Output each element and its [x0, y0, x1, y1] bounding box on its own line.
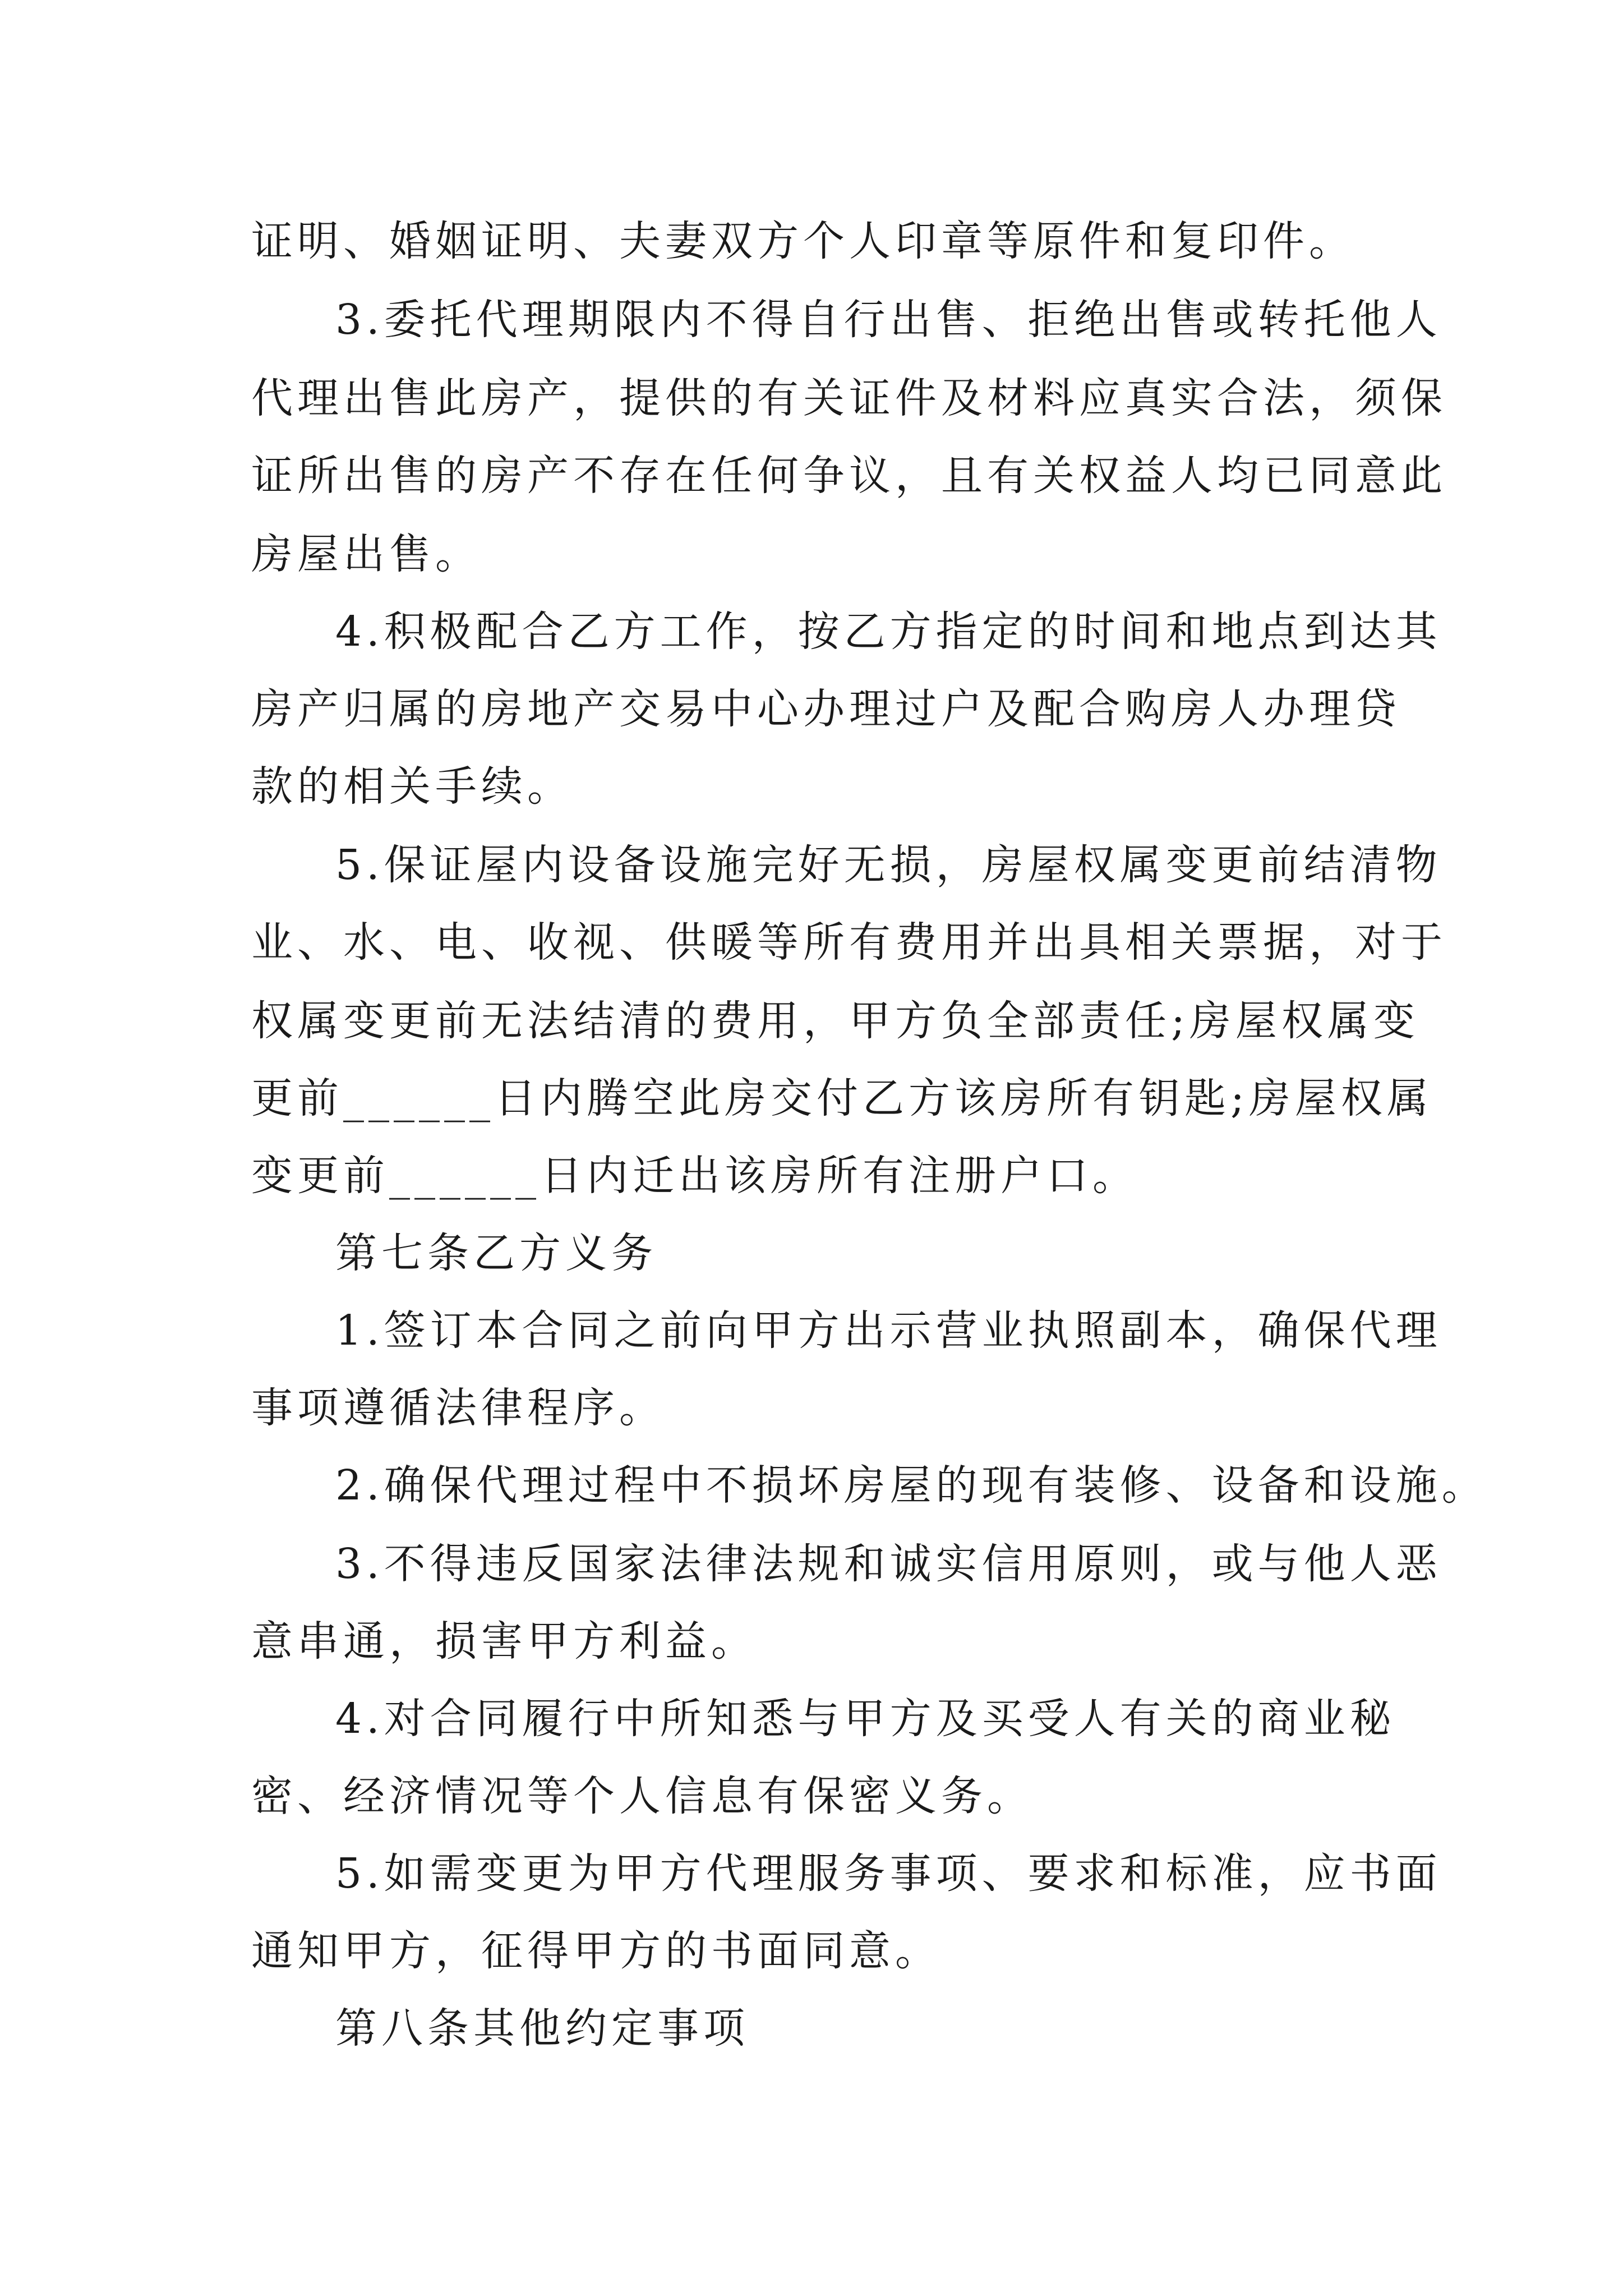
text-line: 代理出售此房产，提供的有关证件及材料应真实合法，须保	[251, 374, 1447, 422]
text-line: 2.确保代理过程中不损坏房屋的现有装修、设备和设施。	[335, 1461, 1488, 1510]
text-line: 4.积极配合乙方工作，按乙方指定的时间和地点到达其	[335, 608, 1442, 656]
text-line: 款的相关手续。	[251, 762, 573, 811]
text-line: 密、经济情况等个人信息有保密义务。	[251, 1772, 1033, 1820]
text-line: 事项遵循法律程序。	[251, 1384, 665, 1432]
text-line: 1.签订本合同之前向甲方出示营业执照副本，确保代理	[335, 1306, 1442, 1355]
text-line: 证所出售的房产不存在任何争议，且有关权益人均已同意此	[251, 452, 1447, 500]
text-line: 5.保证屋内设备设施完好无损，房屋权属变更前结清物	[335, 841, 1442, 889]
text-line: 权属变更前无法结清的费用，甲方负全部责任;房屋权属变	[251, 997, 1419, 1045]
text-line: 3.不得违反国家法律法规和诚实信用原则，或与他人恶	[335, 1540, 1442, 1588]
section-heading: 第八条其他约定事项	[335, 2004, 749, 2053]
text-line: 变更前______日内迁出该房所有注册户口。	[251, 1152, 1138, 1200]
text-line: 更前______日内腾空此房交付乙方该房所有钥匙;房屋权属	[251, 1074, 1433, 1122]
text-line: 房屋出售。	[251, 530, 481, 578]
text-line: 证明、婚姻证明、夫妻双方个人印章等原件和复印件。	[251, 217, 1355, 265]
text-line: 业、水、电、收视、供暖等所有费用并出具相关票据，对于	[251, 918, 1447, 967]
text-line: 意串通，损害甲方利益。	[251, 1617, 757, 1665]
text-line: 房产归属的房地产交易中心办理过户及配合购房人办理贷	[251, 685, 1401, 733]
text-line: 通知甲方，征得甲方的书面同意。	[251, 1927, 941, 1975]
section-heading: 第七条乙方义务	[335, 1229, 657, 1277]
text-line: 4.对合同履行中所知悉与甲方及买受人有关的商业秘	[335, 1695, 1396, 1743]
text-line: 5.如需变更为甲方代理服务事项、要求和标准，应书面	[335, 1849, 1442, 1898]
text-line: 3.委托代理期限内不得自行出售、拒绝出售或转托他人	[335, 296, 1442, 344]
